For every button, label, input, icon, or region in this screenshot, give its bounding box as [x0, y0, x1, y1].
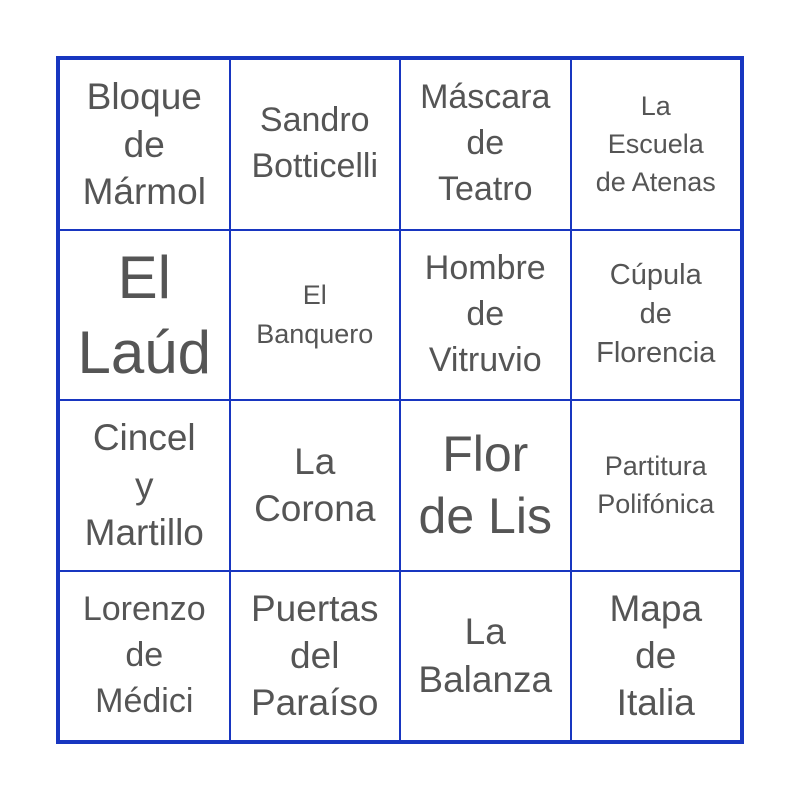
cell-label: Mapa de Italia: [609, 587, 703, 724]
cell-label: Máscara de Teatro: [420, 78, 551, 209]
bingo-cell-r4c4[interactable]: [571, 571, 742, 742]
cell-label: La Escuela de Atenas: [595, 90, 716, 198]
bingo-cell-r3c3[interactable]: [400, 400, 571, 571]
cell-label: La Corona: [254, 440, 376, 530]
cell-label: Partitura Polifónica: [597, 450, 715, 520]
cell-label: Cúpula de Florencia: [596, 259, 716, 370]
bingo-cell-r1c3[interactable]: [400, 59, 571, 230]
bingo-cell-r2c3[interactable]: [400, 230, 571, 401]
bingo-cell-r2c4[interactable]: [571, 230, 742, 401]
bingo-cell-r4c2[interactable]: [230, 571, 401, 742]
bingo-board: [56, 56, 744, 744]
bingo-cell-r1c4[interactable]: [571, 59, 742, 230]
bingo-cell-r3c1[interactable]: [59, 400, 230, 571]
bingo-cell-r1c2[interactable]: [230, 59, 401, 230]
bingo-cell-r3c4[interactable]: [571, 400, 742, 571]
bingo-cell-r3c2[interactable]: [230, 400, 401, 571]
cell-label: Lorenzo de Médici: [82, 589, 206, 720]
cell-label: Puertas del Paraíso: [250, 587, 379, 724]
cell-label: El Laúd: [77, 243, 211, 386]
cell-label: Sandro Botticelli: [251, 101, 379, 186]
cell-label: Hombre de Vitruvio: [424, 248, 546, 379]
cell-label: La Balanza: [418, 611, 553, 700]
bingo-cell-r4c1[interactable]: [59, 571, 230, 742]
bingo-cell-r4c3[interactable]: [400, 571, 571, 742]
cell-label: Bloque de Mármol: [82, 76, 206, 212]
bingo-cell-r2c1[interactable]: [59, 230, 230, 401]
cell-label: El Banquero: [256, 280, 374, 349]
bingo-cell-r2c2[interactable]: [230, 230, 401, 401]
bingo-cell-r1c1[interactable]: [59, 59, 230, 230]
cell-label: Flor de Lis: [418, 425, 552, 545]
cell-label: Cincel y Martillo: [84, 417, 204, 553]
